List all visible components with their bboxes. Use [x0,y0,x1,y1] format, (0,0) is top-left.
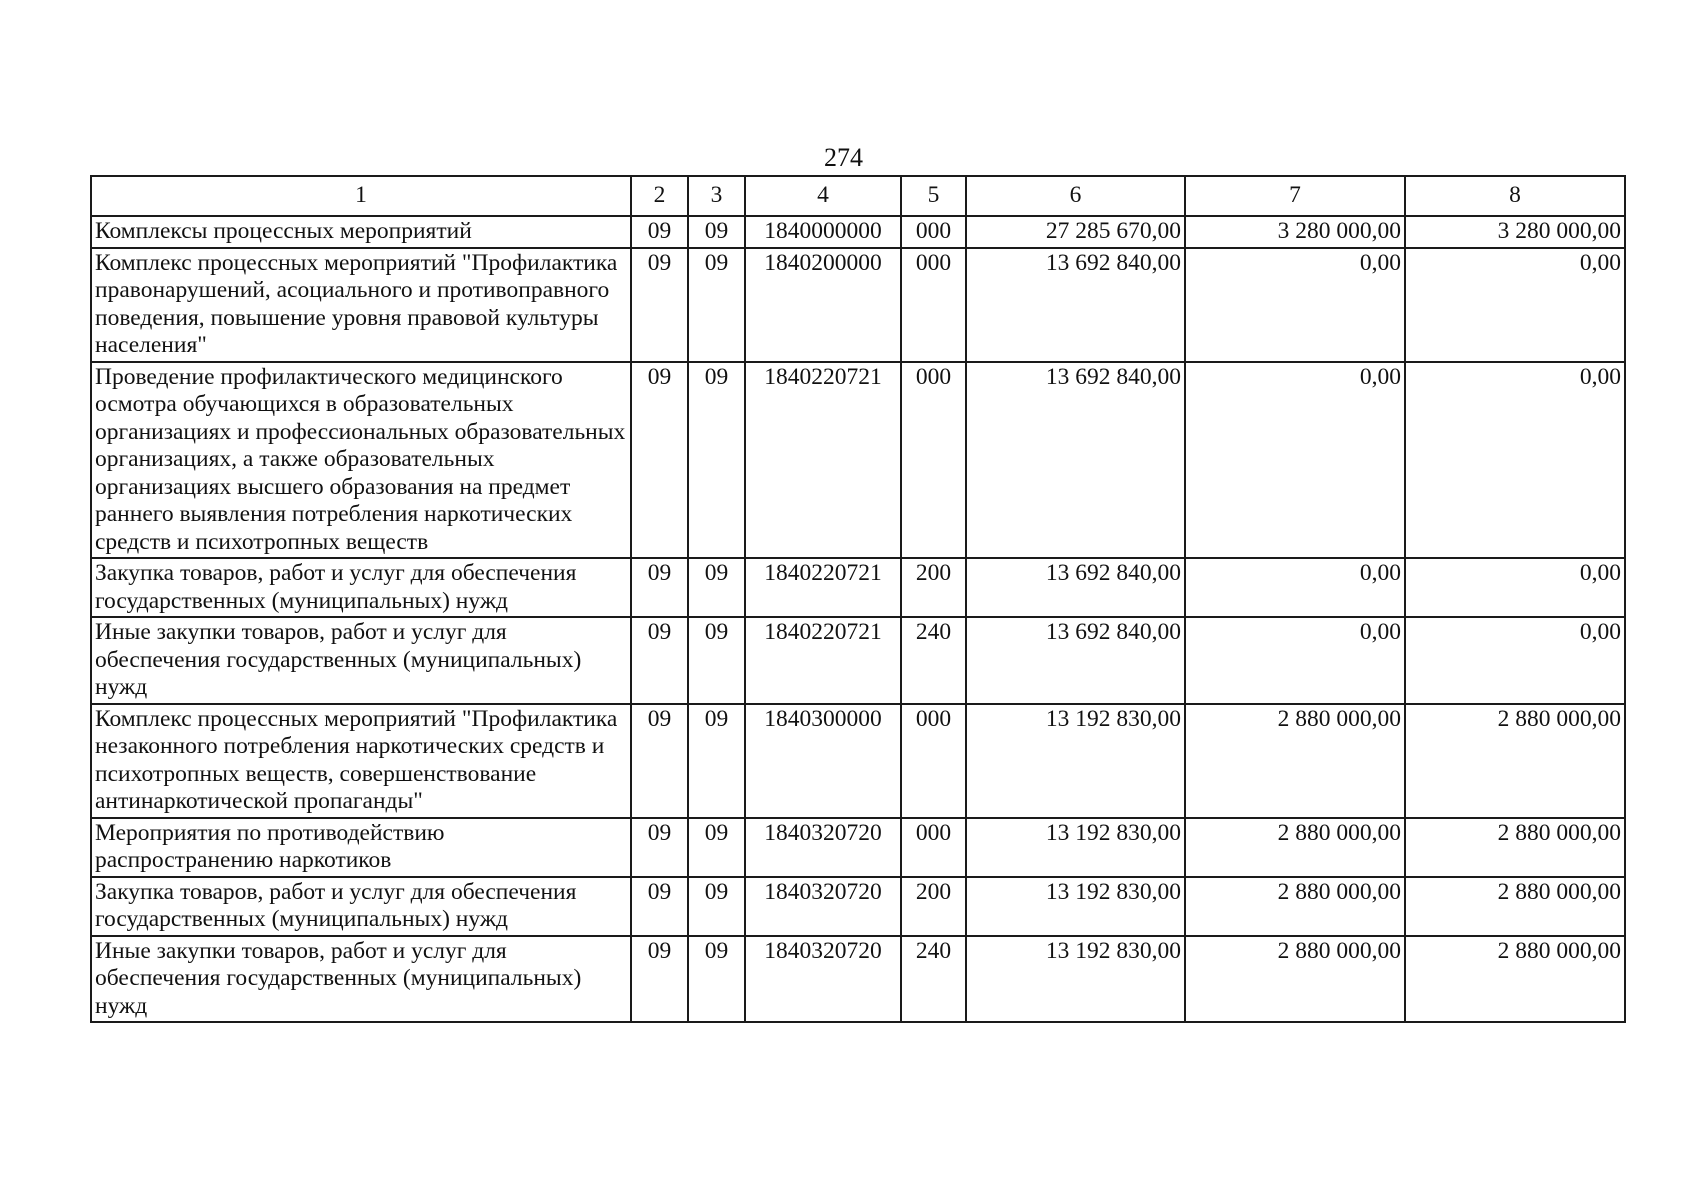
amount-value: 13 192 830,00 [1045,705,1181,732]
amount-col8 [1405,704,1625,818]
row-name: Комплекс процессных мероприятий "Профилактика правонарушений, асоциального и противоправного поведения, повышение уровня правовой культуры населения" [91,248,631,362]
target-article-code: 1840320720 [745,936,901,1023]
amount-col8 [1405,818,1625,877]
amount-value: 2 880 000,00 [1497,937,1621,964]
column-header: 6 [966,176,1185,216]
amount-value: 2 880 000,00 [1277,819,1401,846]
table-row [91,558,1625,617]
amount-col8 [1405,248,1625,362]
amount-col6 [966,818,1185,877]
amount-col8 [1405,617,1625,704]
column-header: 7 [1185,176,1405,216]
target-article-code: 1840220721 [745,558,901,617]
expense-type-code: 000 [901,216,966,248]
expense-type-code: 240 [901,936,966,1023]
amount-col6 [966,936,1185,1023]
amount-col6 [966,248,1185,362]
table-row [91,936,1625,1023]
row-name: Мероприятия по противодействию распространению наркотиков [91,818,631,877]
target-article-code: 1840300000 [745,704,901,818]
table-row [91,216,1625,248]
amount-value: 2 880 000,00 [1497,705,1621,732]
table-row [91,617,1625,704]
amount-value: 2 880 000,00 [1277,878,1401,905]
amount-value: 13 192 830,00 [1045,878,1181,905]
table-row [91,248,1625,362]
column-header: 3 [688,176,745,216]
column-header: 1 [91,176,631,216]
amount-value: 0,00 [1579,249,1621,276]
column-header: 5 [901,176,966,216]
section-code: 09 [631,877,688,936]
amount-value: 0,00 [1359,619,1401,645]
amount-col7 [1185,704,1405,818]
amount-col7 [1185,818,1405,877]
row-name: Проведение профилактического медицинского осмотра обучающихся в образовательных организациях и профессиональных образовательных организациях, а также образовательных организациях высшего образования на предмет раннего выявления потребления наркотических средств и психотропных веществ [91,362,631,559]
amount-col6 [966,216,1185,248]
amount-value: 0,00 [1579,619,1621,645]
subsection-code: 09 [688,216,745,248]
section-code: 09 [631,704,688,818]
table-row [91,704,1625,818]
expense-type-code: 200 [901,877,966,936]
row-name: Комплекс процессных мероприятий "Профилактика незаконного потребления наркотических средств и психотропных веществ, совершенствование антинаркотической пропаганды" [91,704,631,818]
amount-col6 [966,704,1185,818]
amount-col8 [1405,216,1625,248]
section-code: 09 [631,617,688,704]
column-header: 2 [631,176,688,216]
amount-value: 13 692 840,00 [1045,249,1181,276]
amount-value: 3 280 000,00 [1497,218,1621,244]
row-name: Комплексы процессных мероприятий [91,216,631,248]
expense-type-code: 000 [901,818,966,877]
table-row [91,362,1625,559]
amount-value: 0,00 [1359,560,1401,586]
target-article-code: 1840320720 [745,877,901,936]
amount-value: 2 880 000,00 [1277,937,1401,964]
amount-col7 [1185,216,1405,248]
section-code: 09 [631,248,688,362]
expense-type-code: 000 [901,248,966,362]
amount-col8 [1405,936,1625,1023]
budget-table [90,175,1626,1023]
target-article-code: 1840000000 [745,216,901,248]
row-name: Иные закупки товаров, работ и услуг для обеспечения государственных (муниципальных) нужд [91,617,631,704]
column-header: 4 [745,176,901,216]
amount-value: 27 285 670,00 [1045,218,1181,244]
amount-value: 2 880 000,00 [1277,705,1401,732]
subsection-code: 09 [688,704,745,818]
amount-value: 2 880 000,00 [1497,878,1621,905]
amount-value: 13 192 830,00 [1045,819,1181,846]
table-row [91,877,1625,936]
section-code: 09 [631,216,688,248]
subsection-code: 09 [688,877,745,936]
amount-col7 [1185,936,1405,1023]
amount-col8 [1405,877,1625,936]
row-name: Иные закупки товаров, работ и услуг для обеспечения государственных (муниципальных) нужд [91,936,631,1023]
amount-col8 [1405,362,1625,559]
section-code: 09 [631,818,688,877]
subsection-code: 09 [688,362,745,559]
amount-col6 [966,558,1185,617]
section-code: 09 [631,558,688,617]
amount-value: 0,00 [1359,249,1401,276]
expense-type-code: 000 [901,362,966,559]
target-article-code: 1840200000 [745,248,901,362]
target-article-code: 1840220721 [745,362,901,559]
amount-value: 13 692 840,00 [1045,619,1181,645]
amount-col7 [1185,558,1405,617]
amount-col6 [966,362,1185,559]
amount-value: 0,00 [1579,363,1621,390]
row-name: Закупка товаров, работ и услуг для обеспечения государственных (муниципальных) нужд [91,877,631,936]
amount-value: 13 692 840,00 [1045,363,1181,390]
section-code: 09 [631,362,688,559]
amount-value: 13 192 830,00 [1045,937,1181,964]
subsection-code: 09 [688,818,745,877]
amount-col6 [966,877,1185,936]
subsection-code: 09 [688,936,745,1023]
amount-col7 [1185,362,1405,559]
target-article-code: 1840220721 [745,617,901,704]
amount-col6 [966,617,1185,704]
header-row [91,176,1625,216]
amount-value: 0,00 [1579,560,1621,586]
amount-col7 [1185,877,1405,936]
page-number: 274 [824,143,863,172]
row-name: Закупка товаров, работ и услуг для обеспечения государственных (муниципальных) нужд [91,558,631,617]
amount-value: 13 692 840,00 [1045,560,1181,586]
subsection-code: 09 [688,617,745,704]
target-article-code: 1840320720 [745,818,901,877]
subsection-code: 09 [688,248,745,362]
table-row [91,818,1625,877]
expense-type-code: 240 [901,617,966,704]
column-header: 8 [1405,176,1625,216]
section-code: 09 [631,936,688,1023]
subsection-code: 09 [688,558,745,617]
amount-value: 0,00 [1359,363,1401,390]
amount-col7 [1185,617,1405,704]
amount-value: 2 880 000,00 [1497,819,1621,846]
amount-col8 [1405,558,1625,617]
expense-type-code: 000 [901,704,966,818]
amount-value: 3 280 000,00 [1277,218,1401,244]
amount-col7 [1185,248,1405,362]
expense-type-code: 200 [901,558,966,617]
